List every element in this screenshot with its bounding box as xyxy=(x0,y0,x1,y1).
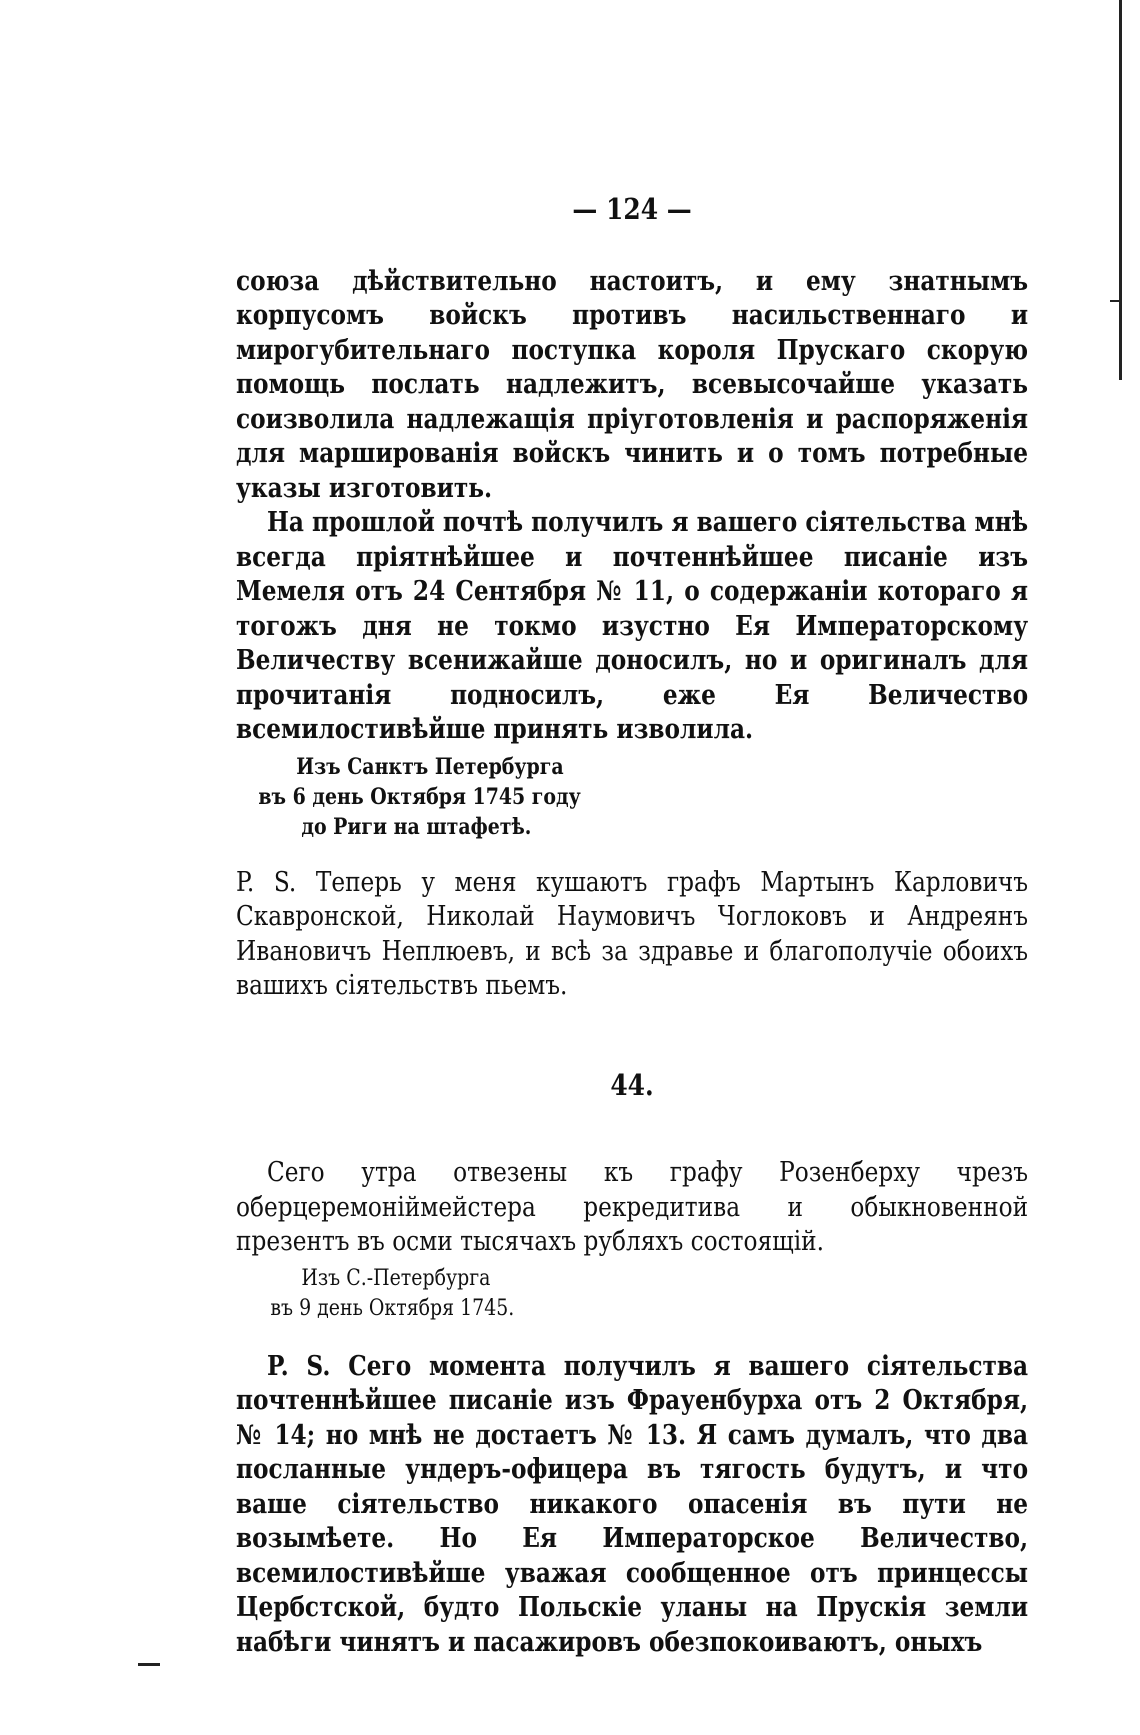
paragraph-1: союза дѣйствительно настоитъ, и ему знатнымъ корпусомъ войскъ противъ насильственнаго и мирогубительнаго поступка короля Прускаго скорую помощь послать надлежитъ, всевысочайше указать соизволила надлежащія пріуготовленія и распоряженія для маршированія войскъ чинить и о томъ потребные указы изготовить. xyxy=(236,265,1029,504)
postscript-1: P. S. Теперь у меня кушаютъ графъ Мартынъ Карловичъ Скавронской, Николай Наумовичъ Чоглоковъ и Андреянъ Ивановичъ Неплюевъ, и всѣ за здравье и благополучіе обоихъ вашихъ сіятельствъ пьемъ. xyxy=(236,866,1029,1001)
signature-block-1 xyxy=(236,752,1028,842)
scan-edge-rule xyxy=(1119,0,1122,380)
signature-1-line-2: въ 6 день Октября 1745 году xyxy=(258,783,581,810)
page-text xyxy=(236,192,1029,1660)
signature-1-line-3: до Риги на штафетѣ. xyxy=(301,813,532,840)
section-number: 44. xyxy=(610,1067,654,1102)
paragraph-2: На прошлой почтѣ получилъ я вашего сіятельства мнѣ всегда пріятнѣйшее и почтеннѣйшее писаніе изъ Мемеля отъ 24 Сентября № 11, о содержаніи котораго я тогожъ дня не токмо изустно Ея Императорскому Величеству всенижайше доносилъ, но и оригиналъ для прочитанія подносилъ, еже Ея Величество всемилостивѣйше принять изволила. xyxy=(236,507,1029,745)
signature-block-2 xyxy=(236,1264,1028,1324)
margin-mark xyxy=(138,1663,160,1666)
postscript-2: P. S. Сего момента получилъ я вашего сіятельства почтеннѣйшее писаніе изъ Фрауенбурха отъ 2 Октября, № 14; но мнѣ не достаетъ № 13. Я самъ думалъ, что два посланные ундеръ-офицера въ тягость будутъ, и что ваше сіятельство никакого опасенія въ пути не возымѣете. Но Ея Императорское Величество, всемилостивѣйше уважая сообщенное отъ принцессы Цербстской, будто Польскіе уланы на Прускія земли набѣги чинятъ и пасажировъ обезпокоиваютъ, оныхъ xyxy=(236,1350,1029,1658)
signature-2-line-2: въ 9 день Октября 1745. xyxy=(270,1295,515,1321)
paragraph-3: Сего утра отвезены къ графу Розенберху чрезъ оберцеремонiймейстера рекредитива и обыкновенной презентъ въ осми тысячахъ рубляхъ состоящiй. xyxy=(236,1157,1029,1257)
page-number: — 124 — xyxy=(572,192,692,226)
signature-2-line-1: Изъ С.-Петербурга xyxy=(301,1265,491,1291)
signature-1-line-1: Изъ Санктъ Петербурга xyxy=(296,753,564,780)
scan-edge-tick xyxy=(1110,300,1122,302)
